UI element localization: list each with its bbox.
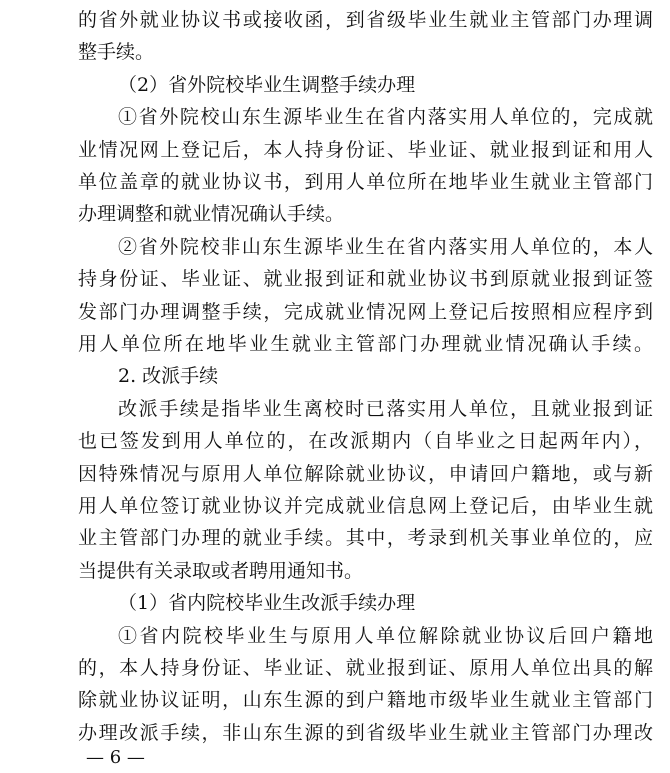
- text-line: 用人单位所在地毕业生就业主管部门办理就业情况确认手续。: [78, 333, 653, 355]
- text-line: 当提供有关录取或者聘用通知书。: [78, 559, 364, 582]
- section-heading: （1）省内院校毕业生改派手续办理: [118, 592, 416, 615]
- text-line: 用人单位签订就业协议并完成就业信息网上登记后，由毕业生就: [78, 495, 653, 517]
- text-line: 单位盖章的就业协议书，到用人单位所在地毕业生就业主管部门: [78, 171, 653, 193]
- text-line: 业情况网上登记后，本人持身份证、毕业证、就业报到证和用人: [78, 138, 653, 161]
- text-line: 持身份证、毕业证、就业报到证和就业协议书到原就业报到证签: [78, 268, 653, 291]
- page-number: — 6 —: [86, 747, 145, 768]
- text-line: 办理改派手续，非山东生源的到省级毕业生就业主管部门办理改: [78, 721, 653, 744]
- text-line: 因特殊情况与原用人单位解除就业协议，申请回户籍地，或与新: [78, 462, 653, 485]
- text-line: 除就业协议证明，山东生源的到户籍地市级毕业生就业主管部门: [78, 689, 653, 712]
- text-line: 办理调整和就业情况确认手续。: [78, 203, 345, 226]
- text-line: 发部门办理调整手续，完成就业情况网上登记后按照相应程序到: [78, 300, 653, 323]
- text-line: 改派手续是指毕业生离校时已落实用人单位，且就业报到证: [118, 397, 653, 420]
- text-line: 整手续。: [78, 41, 155, 64]
- text-line: 的省外就业协议书或接收函，到省级毕业生就业主管部门办理调: [78, 9, 653, 31]
- text-line: 业主管部门办理的就业手续。其中，考录到机关事业单位的，应: [78, 527, 653, 550]
- text-line: ①省内院校毕业生与原用人单位解除就业协议后回户籍地: [118, 624, 653, 647]
- text-line: ①省外院校山东生源毕业生在省内落实用人单位的，完成就: [118, 106, 653, 129]
- text-line: 也已签发到用人单位的，在改派期内（自毕业之日起两年内），: [78, 430, 653, 453]
- text-line: ②省外院校非山东生源毕业生在省内落实用人单位的，本人: [118, 235, 653, 258]
- text-line: 的，本人持身份证、毕业证、就业报到证、原用人单位出具的解: [78, 657, 653, 679]
- section-heading: （2）省外院校毕业生调整手续办理: [118, 73, 416, 96]
- section-heading: 2. 改派手续: [118, 365, 219, 388]
